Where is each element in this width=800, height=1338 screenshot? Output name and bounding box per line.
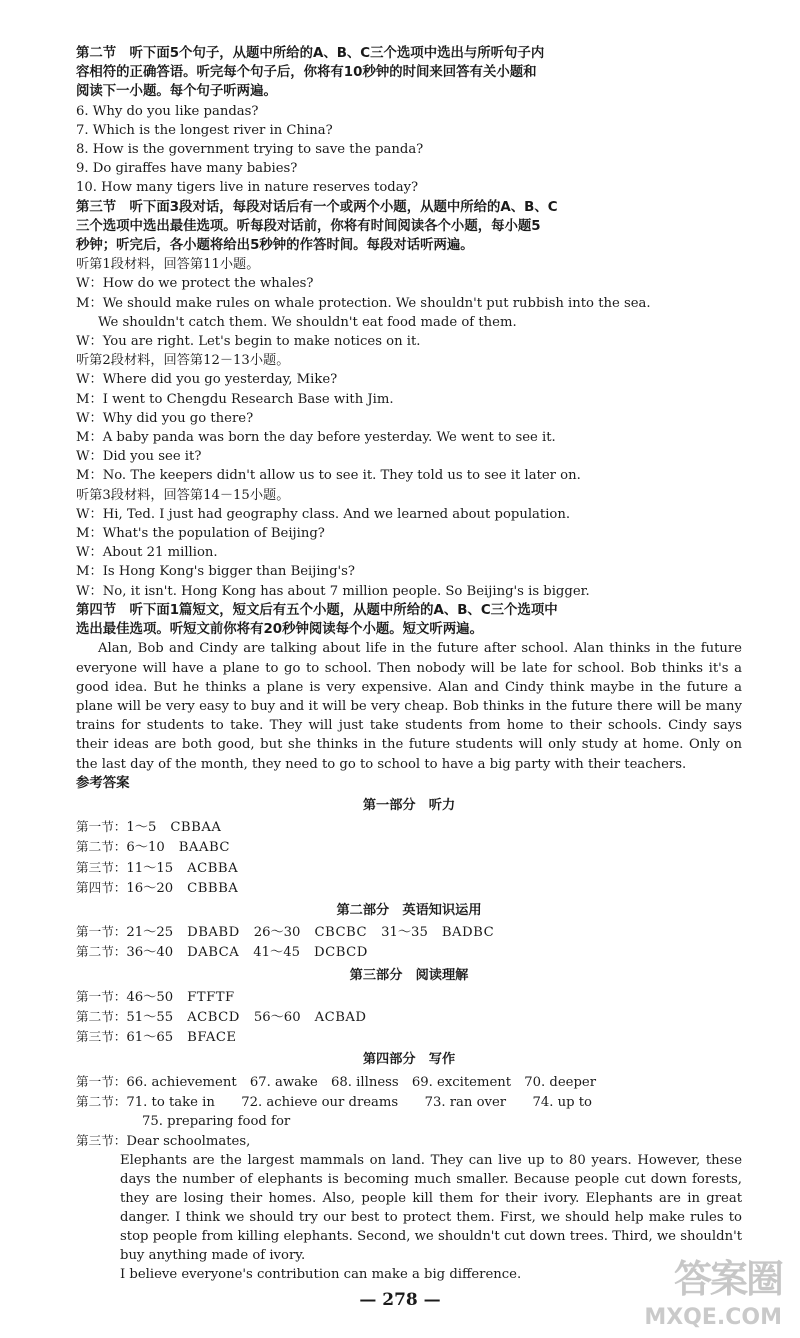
section3-heading-line1: 第三节 听下面3段对话，每段对话后有一个或两个小题，从题中所给的A、B、C	[76, 199, 558, 215]
answer-label: 第二节：	[76, 944, 127, 960]
section4-heading-line1: 第四节 听下面1篇短文，短文后有五个小题，从题中所给的A、B、C三个选项中	[76, 602, 558, 618]
answer-row	[76, 858, 742, 878]
essay-paragraph-1: Elephants are the largest mammals on land. They can live up to 80 years. However, these days the number of elephants is becoming much smaller. Because people cut down forests, they are losing their homes. Also, people kill them for their ivory. Elephants are in great danger. I think we should try our best to protect them. First, we should help make rules to stop people from killing elephants. Second, we shouldn't cut down trees. Third, we shouldn't buy anything made of ivory.	[120, 1153, 742, 1264]
answer-label: 第一节：	[76, 1073, 127, 1089]
dialogue-line: W：You are right. Let's begin to make notices on it.	[76, 334, 421, 350]
part2-title: 第二部分 英语知识运用	[336, 902, 482, 918]
answer-row	[76, 817, 742, 837]
essay-salutation: Dear schoolmates,	[126, 1134, 251, 1150]
answer-row-continued: 75. preparing food for	[142, 1113, 291, 1129]
dialogue-line: M：We should make rules on whale protection. We shouldn't put rubbish into the sea.	[76, 295, 651, 311]
answer-range: 31～35	[381, 925, 428, 941]
answer-range: 46～50	[126, 989, 174, 1005]
dialogue-line: W：How do we protect the whales?	[76, 276, 314, 292]
section2-heading-line1: 第二节 听下面5个句子，从题中所给的A、B、C三个选项中选出与所听句子内	[76, 46, 545, 61]
answer-label: 第一节：	[76, 819, 127, 835]
answer-text: 66. achievement 67. awake 68. illness 69. excitement 70. deeper	[126, 1074, 597, 1090]
answer-row	[76, 942, 742, 962]
question-6: 6. Why do you like pandas?	[76, 103, 259, 119]
answer-range: 36～40	[126, 945, 174, 961]
answer-letters: BAABC	[178, 840, 230, 856]
page-content	[76, 44, 742, 1284]
dialogue-line: W：Hi, Ted. I just had geography class. And we learned about population.	[76, 506, 571, 522]
answer-letters: ACBAD	[314, 1009, 367, 1025]
material1-label: 听第1段材料，回答第11小题。	[76, 257, 260, 273]
material2-label: 听第2段材料，回答第12－13小题。	[76, 353, 290, 369]
answer-range: 26～30	[253, 925, 301, 941]
answer-range: 51～55	[126, 1009, 174, 1025]
answer-letters: CBBBA	[187, 880, 239, 896]
dialogue-line: W：About 21 million.	[76, 545, 218, 561]
part1-title: 第一部分 听力	[362, 797, 456, 813]
essay-paragraph-2: I believe everyone's contribution can make a big difference.	[120, 1267, 522, 1283]
question-10: 10. How many tigers live in nature reserves today?	[76, 180, 419, 196]
answer-row	[76, 1072, 742, 1092]
answer-letters: DBABD	[187, 925, 240, 941]
answer-row	[76, 1007, 742, 1027]
dialogue-line: W：Where did you go yesterday, Mike?	[76, 372, 338, 388]
answer-label: 第二节：	[76, 1093, 127, 1109]
listening-passage: Alan, Bob and Cindy are talking about life in the future after school. Alan thinks in the future everyone will have a plane to go to school. Then nobody will be late for school. Bob thinks it's a good idea. But he thinks a plane is very expensive. Alan and Cindy think maybe in the future a plane will be very easy to buy and it will be very cheap. Bob thinks in the future there will be many trains for students to take. They will just take students from home to their schools. Cindy says their ideas are both good, but she thinks in the future students will only study at home. Only on the last day of the month, they need to go to school to have a big party with their teachers.	[76, 641, 742, 772]
answer-letters: CBCBC	[314, 925, 368, 941]
part4-title: 第四部分 写作	[362, 1052, 456, 1068]
dialogue-line-continued: We shouldn't catch them. We shouldn't eat food made of them.	[98, 314, 517, 330]
watermark-logo	[626, 1248, 786, 1332]
question-8: 8. How is the government trying to save the panda?	[76, 142, 424, 158]
dialogue-line: M：No. The keepers didn't allow us to see it. They told us to see it later on.	[76, 468, 581, 484]
answer-range: 1～5	[126, 820, 157, 836]
section2-heading-line3: 阅读下一小题。每个句子听两遍。	[76, 84, 277, 100]
section2-heading-line2: 容相符的正确答语。听完每个句子后，你将有10秒钟的时间来回答有关小题和	[76, 65, 537, 81]
answer-label: 第一节：	[76, 988, 127, 1004]
question-7: 7. Which is the longest river in China?	[76, 122, 333, 138]
watermark-url: MXQE.COM	[644, 1305, 782, 1330]
dialogue-line: W：Did you see it?	[76, 449, 202, 465]
answer-letters: BADBC	[441, 925, 495, 941]
answer-row	[76, 987, 742, 1007]
dialogue-line: M：I went to Chengdu Research Base with Jim.	[76, 391, 394, 407]
question-9: 9. Do giraffes have many babies?	[76, 161, 298, 177]
answer-letters: DABCA	[187, 945, 240, 961]
answer-label: 第二节：	[76, 1008, 127, 1024]
answer-label: 第三节：	[76, 1029, 127, 1045]
answer-range: 16～20	[126, 880, 174, 896]
answer-label: 第一节：	[76, 924, 127, 940]
answer-row	[76, 1131, 742, 1151]
section3-heading-line2: 三个选项中选出最佳选项。听每段对话前，你将有时间阅读各个小题，每小题5	[76, 218, 541, 234]
answer-label: 第二节：	[76, 839, 127, 855]
answer-text: 71. to take in 72. achieve our dreams 73. ran over 74. up to	[126, 1094, 592, 1110]
dialogue-line: M：What's the population of Beijing?	[76, 526, 325, 542]
dialogue-line: M：Is Hong Kong's bigger than Beijing's?	[76, 564, 355, 580]
answer-row	[76, 878, 742, 898]
answer-letters: CBBAA	[170, 820, 222, 836]
answer-row	[76, 837, 742, 857]
answer-letters: ACBCD	[187, 1009, 240, 1025]
dialogue-line: M：A baby panda was born the day before yesterday. We went to see it.	[76, 430, 556, 446]
answer-letters: BFACE	[187, 1030, 237, 1046]
answer-row	[76, 1027, 742, 1047]
answer-letters: DCBCD	[314, 945, 368, 961]
answer-row	[76, 922, 742, 942]
section4-heading-line2: 选出最佳选项。听短文前你将有20秒钟阅读每个小题。短文听两遍。	[76, 622, 483, 638]
answer-range: 56～60	[253, 1009, 301, 1025]
section3-heading-line3: 秒钟；听完后，各小题将给出5秒钟的作答时间。每段对话听两遍。	[76, 238, 474, 254]
answer-label: 第三节：	[76, 1133, 127, 1149]
dialogue-line: W：Why did you go there?	[76, 410, 254, 426]
answer-letters: ACBBA	[187, 860, 239, 876]
answer-range: 61～65	[126, 1030, 174, 1046]
answer-letters: FTFTF	[187, 989, 235, 1005]
answer-range: 21～25	[126, 925, 174, 941]
material3-label: 听第3段材料，回答第14－15小题。	[76, 487, 290, 503]
dialogue-line: W：No, it isn't. Hong Kong has about 7 million people. So Beijing's is bigger.	[76, 583, 590, 599]
answer-row	[76, 1092, 742, 1112]
answer-range: 6～10	[126, 840, 165, 856]
answer-range: 41～45	[253, 945, 301, 961]
answer-key-title: 参考答案	[76, 775, 130, 791]
answer-label: 第四节：	[76, 879, 127, 895]
page-number: — 278 —	[359, 1290, 441, 1310]
answer-range: 11～15	[126, 860, 174, 876]
part3-title: 第三部分 阅读理解	[349, 967, 469, 983]
watermark-text: 答案圈	[673, 1257, 782, 1301]
answer-label: 第三节：	[76, 859, 127, 875]
